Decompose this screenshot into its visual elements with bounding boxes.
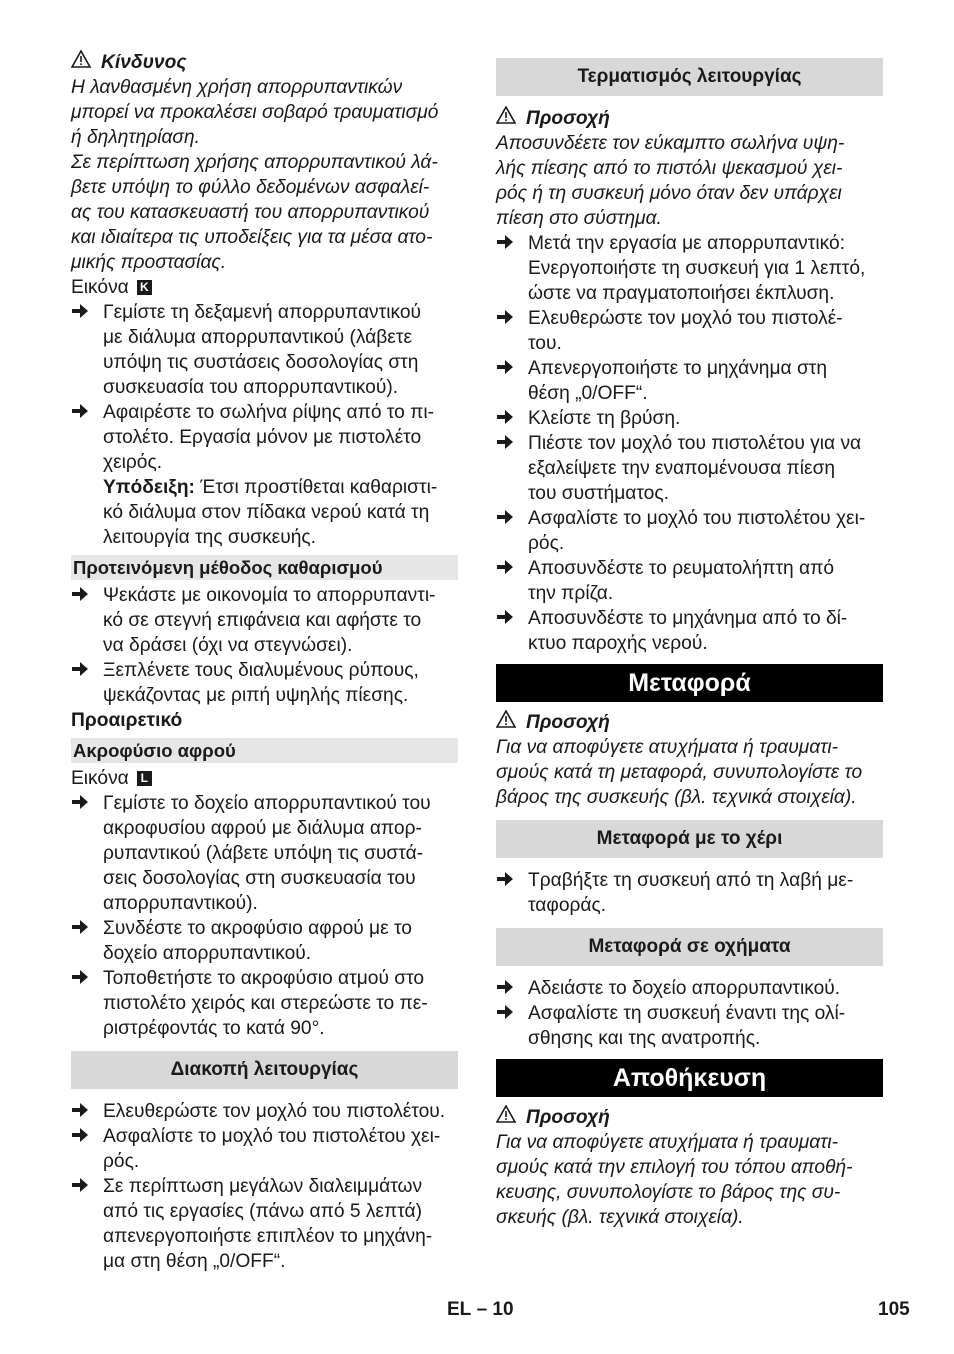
list-item (496, 506, 883, 556)
arrow-right-icon (71, 792, 89, 814)
caution-text-3 (496, 1130, 883, 1230)
list-item-line: χειρός. (103, 452, 163, 473)
list-item-line: σθησης και της ανατροπής. (528, 1028, 761, 1049)
list-item-line: πιστολέτο χειρός και στερεώστε το πε- (103, 993, 428, 1014)
list-item (496, 406, 883, 431)
text-line: σκευής (βλ. τεχνικά στοιχεία). (496, 1207, 744, 1228)
warning-triangle-icon (496, 106, 516, 131)
list-item (496, 606, 883, 656)
list-item-line: κό σε στεγνή επιφάνεια και αφήστε το (103, 610, 422, 631)
list-item (496, 976, 883, 1001)
list-item-line: Αποσυνδέστε το μηχάνημα από το δί- (528, 608, 848, 629)
text-line: Για να αποφύγετε ατυχήματα ή τραυματι- (496, 1132, 839, 1153)
list-item-line: Γεμίστε τη δεξαμενή απορρυπαντικού (103, 302, 422, 323)
arrow-right-icon (71, 1100, 89, 1122)
list-item-line: ακροφυσίου αφρού με διάλυμα απορ- (103, 818, 422, 839)
text-line: κό διάλυμα στον πίδακα νερού κατά τη (103, 502, 430, 523)
list-item (496, 231, 883, 306)
list-item-line: Ξεπλένετε τους διαλυμένους ρύπους, (103, 660, 419, 681)
figure-l-badge: L (137, 771, 152, 786)
list-item-line: ρός. (103, 1151, 140, 1172)
list-item-line: Ασφαλίστε το μοχλό του πιστολέτου χει- (528, 508, 866, 529)
section-recommended-method: Προτεινόμενη μέθοδος καθαρισμού (71, 555, 458, 580)
list-item-line: ρός. (528, 533, 565, 554)
list-item (496, 306, 883, 356)
danger-title: Κίνδυνος (101, 52, 187, 73)
list-item-line: απενεργοποιήστε επιπλέον το μηχάνη- (103, 1226, 433, 1247)
text-line: Για να αποφύγετε ατυχήματα ή τραυματι- (496, 737, 839, 758)
text-line: πίεση στο σύστημα. (496, 208, 662, 229)
figure-l-ref: Εικόνα L (71, 766, 458, 791)
arrow-right-icon (71, 917, 89, 939)
text-line: λειτουργία της συσκευής. (103, 527, 316, 548)
list-item-line: Κλείστε τη βρύση. (528, 408, 681, 429)
arrow-right-icon (496, 232, 514, 254)
danger-text (71, 75, 458, 275)
list-item (71, 966, 458, 1041)
list-item-line: Απενεργοποιήστε το μηχάνημα στη (528, 358, 828, 379)
list-item-line: Τραβήξτε τη συσκευή από τη λαβή με- (528, 870, 854, 891)
caution-heading-2: Προσοχή (496, 710, 883, 735)
caution-text-2 (496, 735, 883, 810)
text-line: ας του κατασκευαστή του απορρυπαντικού (71, 202, 430, 223)
arrow-right-icon (71, 1175, 89, 1197)
arrow-right-icon (71, 401, 89, 423)
list-item-line: απορρυπαντικού). (103, 893, 258, 914)
caution-text-1 (496, 131, 883, 231)
list-item (71, 791, 458, 916)
list-item-line: Πιέστε τον μοχλό του πιστολέτου για να (528, 433, 862, 454)
section-interrupt-operation: Διακοπή λειτουργίας (71, 1051, 458, 1089)
arrow-right-icon (496, 357, 514, 379)
list-item-line: ψεκάζοντας με ριπή υψηλής πίεσης. (103, 685, 409, 706)
list-item-line: Ελευθερώστε τον μοχλό του πιστολέτου. (103, 1101, 446, 1122)
list-item-line: να δράσει (όχι να στεγνώσει). (103, 635, 353, 656)
bullets-method (71, 583, 458, 708)
section-transport-vehicles: Μεταφορά σε οχήματα (496, 928, 883, 966)
list-item (496, 431, 883, 506)
text-line: βάρος της συσκευής (βλ. τεχνικά στοιχεία). (496, 787, 857, 808)
text-line: και ιδιαίτερα τις υποδείξεις για τα μέσα ατο- (71, 227, 433, 248)
text-line: σμούς κατά την επιλογή του τόπου αποθή- (496, 1157, 853, 1178)
text-line: Η λανθασμένη χρήση απορρυπαντικών (71, 77, 403, 98)
bullets-interrupt (71, 1099, 458, 1274)
text-line: ρός ή τη συσκευή μόνο όταν δεν υπάρχει (496, 183, 842, 204)
arrow-right-icon (496, 307, 514, 329)
list-item-line: Σε περίπτωση μεγάλων διαλειμμάτων (103, 1176, 423, 1197)
list-item-line: Ασφαλίστε το μοχλό του πιστολέτου χει- (103, 1126, 441, 1147)
bullets-end-operation (496, 231, 883, 656)
arrow-right-icon (496, 557, 514, 579)
text-line: κευσης, συνυπολογίστε το βάρος της συ- (496, 1182, 841, 1203)
arrow-right-icon (496, 607, 514, 629)
arrow-right-icon (496, 977, 514, 999)
text-line: μικής προστασίας. (71, 252, 227, 273)
arrow-right-icon (496, 432, 514, 454)
list-item-line: Αποσυνδέστε το ρευματολήπτη από (528, 558, 835, 579)
list-item-line: Τοποθετήστε το ακροφύσιο ατμού στο (103, 968, 425, 989)
caution-heading-1: Προσοχή (496, 106, 883, 131)
warning-triangle-icon (496, 1105, 516, 1130)
list-item (496, 556, 883, 606)
bullets-hand (496, 868, 883, 918)
list-item-line: δοχείο απορρυπαντικού. (103, 943, 312, 964)
arrow-right-icon (496, 869, 514, 891)
warning-triangle-icon (496, 710, 516, 735)
list-item-line: του. (528, 333, 562, 354)
list-item-line: Ψεκάστε με οικονομία το απορρυπαντι- (103, 585, 436, 606)
list-item-line: Μετά την εργασία με απορρυπαντικό: (528, 233, 845, 254)
list-item-line: σεις δοσολογίας στη συσκευασία του (103, 868, 416, 889)
hint-note: Υπόδειξη: Έτσι προστίθεται καθαριστι- κό διάλυμα στον πίδακα νερού κατά τη λειτουργία της συσκευής. (71, 475, 458, 550)
arrow-right-icon (496, 1002, 514, 1024)
text-line: σμούς κατά τη μεταφορά, συνυπολογίστε το (496, 762, 863, 783)
list-item-line: κτυο παροχής νερού. (528, 633, 708, 654)
list-item-line: θέση „0/OFF“. (528, 383, 648, 404)
list-item (71, 1124, 458, 1174)
list-item (71, 300, 458, 400)
list-item-line: Γεμίστε το δοχείο απορρυπαντικού του (103, 793, 431, 814)
arrow-right-icon (71, 584, 89, 606)
list-item (71, 583, 458, 658)
list-item (496, 868, 883, 918)
arrow-right-icon (71, 1125, 89, 1147)
list-item-line: μα στη θέση „0/OFF“. (103, 1251, 286, 1272)
list-item-line: Αδειάστε το δοχείο απορρυπαντικού. (528, 978, 841, 999)
bullets-foam (71, 791, 458, 1041)
caution-heading-3: Προσοχή (496, 1105, 883, 1130)
list-item-line: Ενεργοποιήστε τη συσκευή για 1 λεπτό, (528, 258, 866, 279)
text-line: μπορεί να προκαλέσει σοβαρό τραυματισμό (71, 102, 439, 123)
list-item-line: την πρίζα. (528, 583, 614, 604)
list-item (71, 1174, 458, 1274)
list-item-line: Αφαιρέστε το σωλήνα ρίψης από το πι- (103, 402, 435, 423)
warning-triangle-icon (71, 50, 91, 75)
figure-k-badge: K (137, 280, 152, 295)
section-foam-nozzle: Ακροφύσιο αφρού (71, 738, 458, 763)
bullets-vehicle (496, 976, 883, 1051)
list-item-line: ρυπαντικού (λάβετε υπόψη τις συστά- (103, 843, 424, 864)
text-line: λής πίεσης από το πιστόλι ψεκασμού χει- (496, 158, 843, 179)
right-column (496, 50, 883, 1230)
list-item-line: με διάλυμα απορρυπαντικού (λάβετε (103, 327, 412, 348)
list-item-line: Ελευθερώστε τον μοχλό του πιστολέ- (528, 308, 843, 329)
footer-language-page: EL – 10 (447, 1299, 514, 1320)
section-end-operation: Τερματισμός λειτουργίας (496, 58, 883, 96)
heading-storage: Αποθήκευση (496, 1059, 883, 1097)
arrow-right-icon (71, 659, 89, 681)
list-item-line: υπόψη τις συστάσεις δοσολογίας στη (103, 352, 419, 373)
text-line: βετε υπόψη το φύλλο δεδομένων ασφαλεί- (71, 177, 430, 198)
arrow-right-icon (71, 301, 89, 323)
list-item (496, 1001, 883, 1051)
figure-k-ref: Εικόνα K (71, 275, 458, 300)
list-item-line: στολέτο. Εργασία μόνον με πιστολέτο (103, 427, 422, 448)
arrow-right-icon (496, 407, 514, 429)
list-item-line: του συστήματος. (528, 483, 669, 504)
list-item-line: ταφοράς. (528, 895, 607, 916)
arrow-right-icon (496, 507, 514, 529)
text-line: Σε περίπτωση χρήσης απορρυπαντικού λά- (71, 152, 438, 173)
list-item-line: συσκευασία του απορρυπαντικού). (103, 377, 399, 398)
list-item-line: από τις εργασίες (πάνω από 5 λεπτά) (103, 1201, 423, 1222)
optional-label: Προαιρετικό (71, 710, 183, 731)
list-item-line: Συνδέστε το ακροφύσιο αφρού με το (103, 918, 412, 939)
left-column (71, 50, 458, 1274)
list-item-line: Ασφαλίστε τη συσκευή έναντι της ολί- (528, 1003, 846, 1024)
list-item-line: ριστρέφοντάς το κατά 90°. (103, 1018, 325, 1039)
list-item (71, 658, 458, 708)
list-item (71, 916, 458, 966)
bullets-detergent-fill (71, 300, 458, 475)
danger-heading (71, 50, 458, 75)
list-item (71, 1099, 458, 1124)
section-transport-by-hand: Μεταφορά με το χέρι (496, 820, 883, 858)
list-item-line: εξαλείψετε την εναπομένουσα πίεση (528, 458, 836, 479)
heading-transport: Μεταφορά (496, 664, 883, 702)
footer-page-number: 105 (878, 1299, 910, 1320)
text-line: Αποσυνδέετε τον εύκαμπτο σωλήνα υψη- (496, 133, 845, 154)
text-line: ή δηλητηρίαση. (71, 127, 200, 148)
list-item (71, 400, 458, 475)
list-item-line: ώστε να πραγματοποιήσει έκπλυση. (528, 283, 835, 304)
list-item (496, 356, 883, 406)
arrow-right-icon (71, 967, 89, 989)
